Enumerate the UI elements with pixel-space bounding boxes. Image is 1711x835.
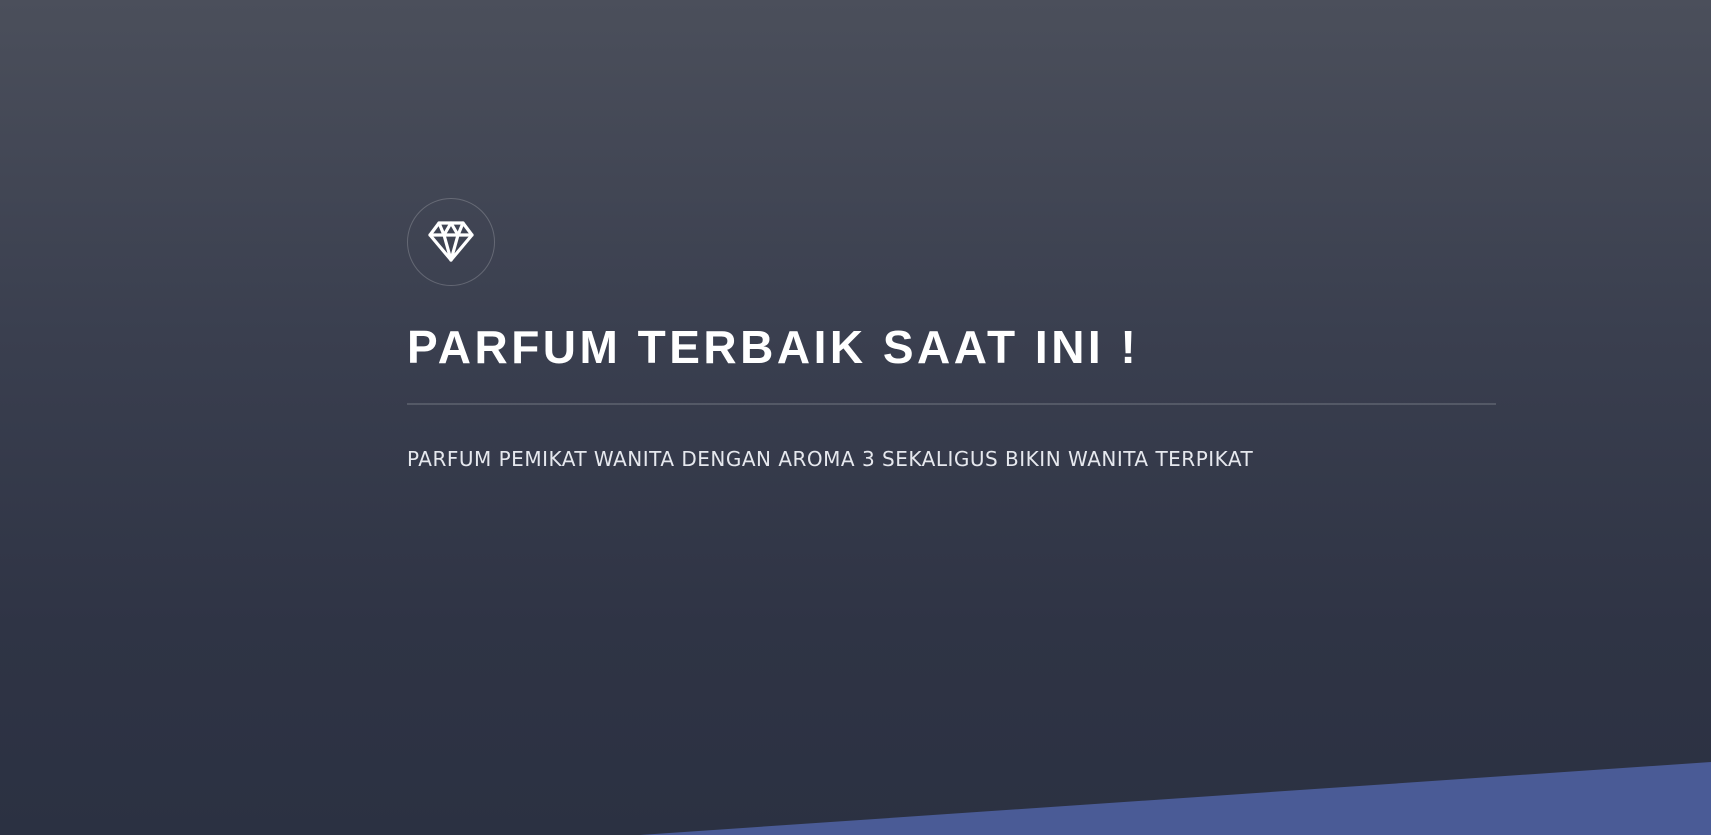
hero-title: PARFUM TERBAIK SAAT INI ! [407,321,1140,373]
diamond-icon [428,221,474,263]
hero-content [407,198,1496,491]
hero-icon-circle [407,198,495,286]
hero-divider [407,403,1496,405]
hero-subtitle: PARFUM PEMIKAT WANITA DENGAN AROMA 3 SEKALIGUS BIKIN WANITA TERPIKAT [407,447,1254,471]
